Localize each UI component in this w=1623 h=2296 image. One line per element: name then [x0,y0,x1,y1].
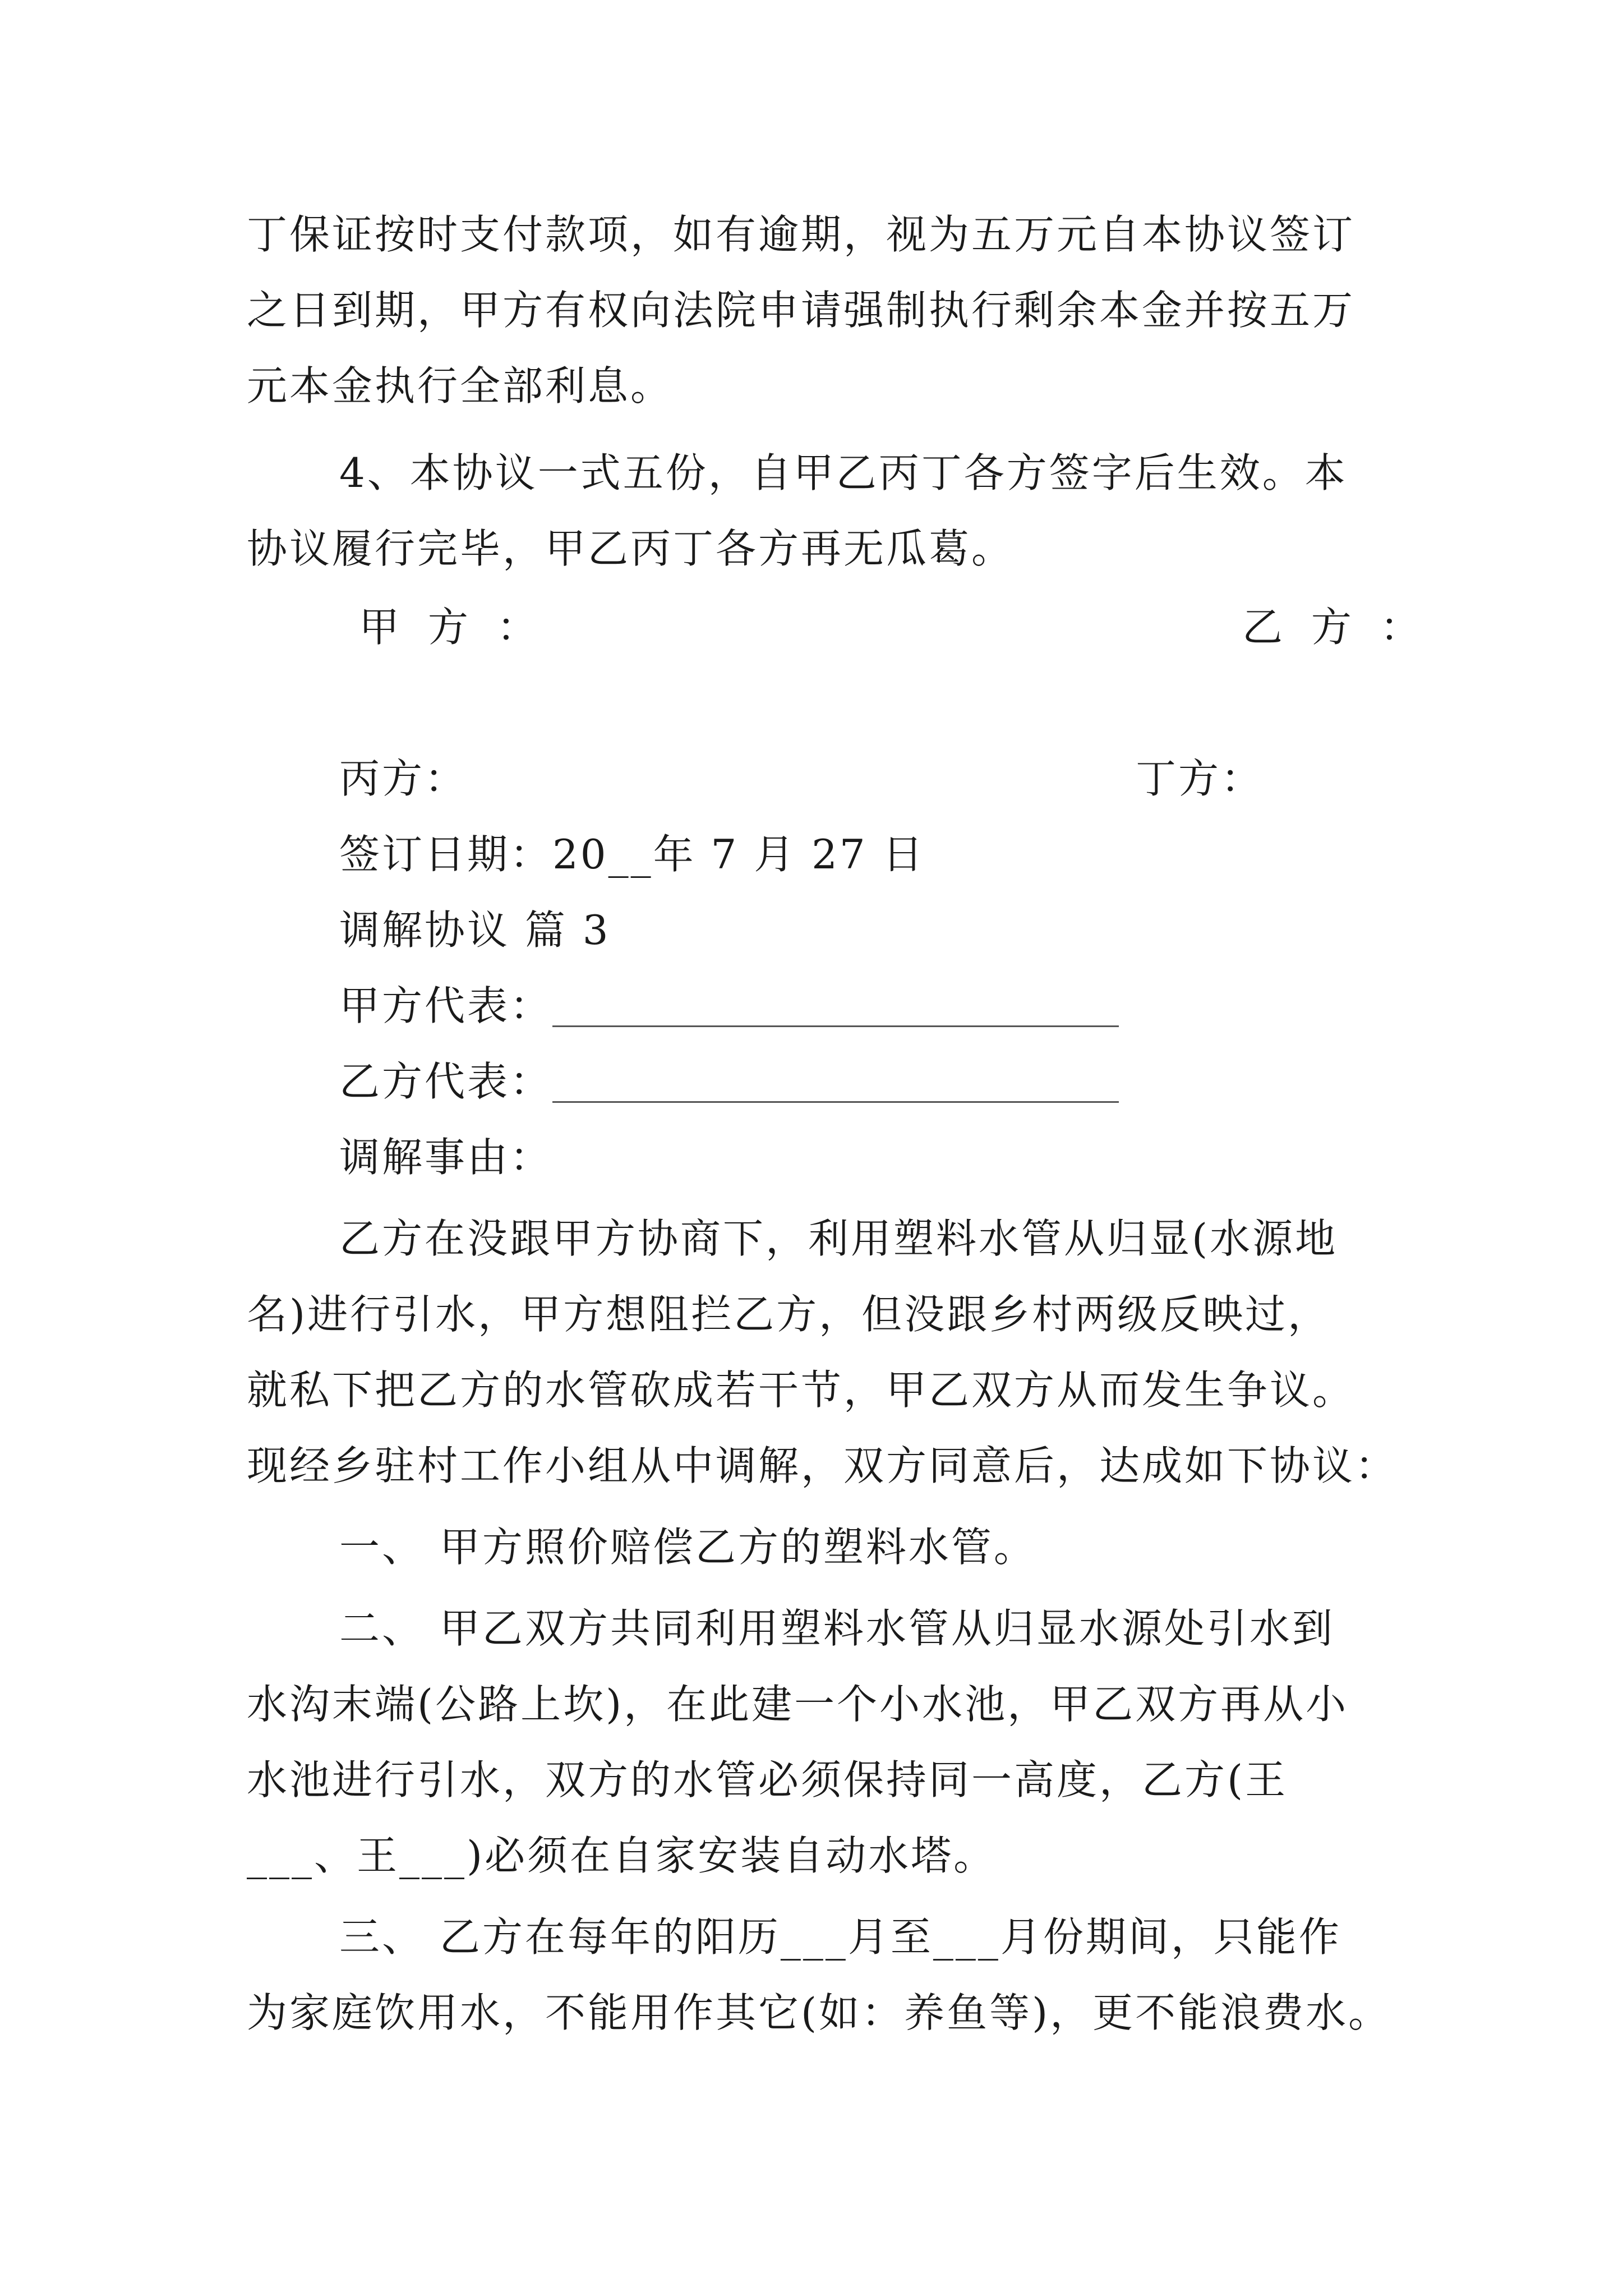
clause-three: 三、 乙方在每年的阳历___月至___月份期间，只能作 [339,1913,1341,1961]
paragraph-line: 协议履行完毕，甲乙丙丁各方再无瓜葛。 [247,525,1015,572]
section-title: 调解协议 篇 3 [339,907,611,954]
signature-party-a: 甲 方 ： [359,604,545,651]
clause-one: 一、 甲方照价赔偿乙方的塑料水管。 [339,1524,1036,1571]
signature-party-d: 丁方： [1136,755,1264,802]
clause-4: 4、本协议一式五份，自甲乙丙丁各方签字后生效。本 [339,449,1348,496]
body-line: 乙方在没跟甲方协商下，利用塑料水管从归显(水源地 [339,1215,1338,1262]
paragraph-line: 之日到期，甲方有权向法院申请强制执行剩余本金并按五万 [247,287,1355,334]
paragraph-line: 丁保证按时支付款项，如有逾期，视为五万元自本协议签订 [247,211,1355,258]
paragraph-line: 元本金执行全部利息。 [247,362,674,409]
rep-b-label: 乙方代表： [339,1058,553,1105]
body-line: 水沟末端(公路上坎)，在此建一个小水池，甲乙双方再从小 [247,1681,1349,1728]
body-line: 为家庭饮用水，不能用作其它(如：养鱼等)，更不能浪费水。 [247,1989,1391,2036]
body-line: 现经乡驻村工作小组从中调解，双方同意后，达成如下协议： [247,1442,1398,1489]
body-line: ___、王___)必须在自家安装自动水塔。 [247,1832,997,1879]
clause-two: 二、 甲乙双方共同利用塑料水管从归显水源处引水到 [339,1605,1335,1652]
signature-party-c: 丙方： [339,755,468,802]
body-line: 名)进行引水，甲方想阻拦乙方，但没跟乡村两级反映过， [247,1291,1331,1338]
sign-date: 签订日期：20__年 7 月 27 日 [339,831,925,878]
signature-party-b: 乙 方 ： [1242,604,1428,651]
rep-a-label: 甲方代表： [339,982,553,1029]
body-line: 水池进行引水，双方的水管必须保持同一高度，乙方(王 [247,1756,1288,1803]
rep-b-signature-line[interactable] [552,1101,1119,1103]
rep-a-signature-line[interactable] [552,1025,1119,1027]
reason-label: 调解事由： [339,1134,553,1181]
body-line: 就私下把乙方的水管砍成若干节，甲乙双方从而发生争议。 [247,1366,1355,1414]
